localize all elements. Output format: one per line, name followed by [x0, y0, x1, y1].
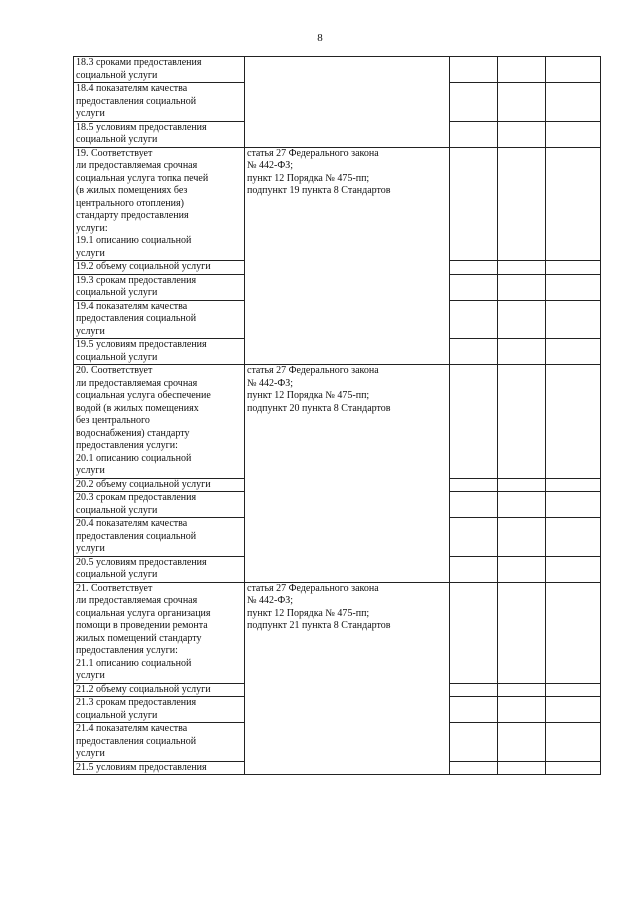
criterion-cell: 19.4 показателям качества предоставления социальной услуги	[74, 300, 245, 339]
empty-cell	[450, 121, 498, 147]
empty-cell	[450, 683, 498, 697]
table-row	[74, 57, 601, 83]
empty-cell	[450, 274, 498, 300]
legal-ref-cell	[245, 57, 450, 148]
empty-cell	[498, 492, 546, 518]
empty-cell	[546, 121, 601, 147]
empty-cell	[546, 300, 601, 339]
page-number: 8	[317, 32, 323, 44]
empty-cell	[498, 478, 546, 492]
empty-cell	[546, 683, 601, 697]
empty-cell	[498, 723, 546, 762]
legal-ref-cell: статья 27 Федерального закона № 442-ФЗ; пункт 12 Порядка № 475-пп; подпункт 20 пункта 8 Стандартов	[245, 365, 450, 583]
empty-cell	[450, 582, 498, 683]
legal-ref-cell: статья 27 Федерального закона № 442-ФЗ; пункт 12 Порядка № 475-пп; подпункт 21 пункта 8 Стандартов	[245, 582, 450, 775]
criterion-cell: 18.5 условиям предоставления социальной услуги	[74, 121, 245, 147]
empty-cell	[546, 518, 601, 557]
criterion-cell: 21.2 объему социальной услуги	[74, 683, 245, 697]
empty-cell	[498, 761, 546, 775]
compliance-table	[73, 56, 601, 775]
empty-cell	[546, 83, 601, 122]
criterion-cell: 19. Соответствует ли предоставляемая срочная социальная услуга топка печей (в жилых помещениях без центрального отопления) стандарту предоставления услуги: 19.1 описанию социальной услуги	[74, 147, 245, 261]
criterion-cell: 21.5 условиям предоставления	[74, 761, 245, 775]
empty-cell	[546, 492, 601, 518]
criterion-cell: 19.3 срокам предоставления социальной услуги	[74, 274, 245, 300]
criterion-cell: 19.5 условиям предоставления социальной услуги	[74, 339, 245, 365]
empty-cell	[498, 518, 546, 557]
empty-cell	[450, 492, 498, 518]
empty-cell	[450, 365, 498, 479]
empty-cell	[498, 339, 546, 365]
criterion-cell: 20.3 срокам предоставления социальной услуги	[74, 492, 245, 518]
empty-cell	[450, 478, 498, 492]
criterion-cell: 20.5 условиям предоставления социальной услуги	[74, 556, 245, 582]
criterion-cell: 21. Соответствует ли предоставляемая срочная социальная услуга организация помощи в проведении ремонта жилых помещений стандарту предоставления услуги: 21.1 описанию социальной услуги	[74, 582, 245, 683]
empty-cell	[546, 261, 601, 275]
empty-cell	[498, 556, 546, 582]
empty-cell	[450, 556, 498, 582]
empty-cell	[498, 274, 546, 300]
empty-cell	[546, 761, 601, 775]
criterion-cell: 20.2 объему социальной услуги	[74, 478, 245, 492]
empty-cell	[498, 147, 546, 261]
empty-cell	[546, 723, 601, 762]
empty-cell	[546, 365, 601, 479]
empty-cell	[498, 83, 546, 122]
criterion-cell: 20.4 показателям качества предоставления социальной услуги	[74, 518, 245, 557]
table-row	[74, 582, 601, 683]
criterion-cell: 21.4 показателям качества предоставления социальной услуги	[74, 723, 245, 762]
empty-cell	[546, 339, 601, 365]
empty-cell	[498, 365, 546, 479]
criterion-cell: 20. Соответствует ли предоставляемая срочная социальная услуга обеспечение водой (в жилых помещениях без центрального водоснабжения) стандарту предоставления услуги: 20.1 описанию социальной услуги	[74, 365, 245, 479]
empty-cell	[498, 261, 546, 275]
legal-ref-cell: статья 27 Федерального закона № 442-ФЗ; пункт 12 Порядка № 475-пп; подпункт 19 пункта 8 Стандартов	[245, 147, 450, 365]
empty-cell	[546, 556, 601, 582]
empty-cell	[450, 147, 498, 261]
empty-cell	[450, 697, 498, 723]
empty-cell	[450, 518, 498, 557]
empty-cell	[498, 582, 546, 683]
empty-cell	[498, 57, 546, 83]
empty-cell	[546, 274, 601, 300]
empty-cell	[450, 57, 498, 83]
empty-cell	[546, 147, 601, 261]
empty-cell	[498, 683, 546, 697]
empty-cell	[450, 261, 498, 275]
table-row	[74, 365, 601, 479]
criterion-cell: 19.2 объему социальной услуги	[74, 261, 245, 275]
empty-cell	[450, 83, 498, 122]
empty-cell	[546, 582, 601, 683]
empty-cell	[450, 723, 498, 762]
empty-cell	[546, 57, 601, 83]
empty-cell	[450, 339, 498, 365]
empty-cell	[498, 121, 546, 147]
empty-cell	[546, 478, 601, 492]
criterion-cell: 21.3 срокам предоставления социальной услуги	[74, 697, 245, 723]
table-row	[74, 147, 601, 261]
criterion-cell: 18.3 сроками предоставления социальной услуги	[74, 57, 245, 83]
criterion-cell: 18.4 показателям качества предоставления социальной услуги	[74, 83, 245, 122]
empty-cell	[498, 697, 546, 723]
legal-ref-cell	[450, 761, 498, 775]
empty-cell	[498, 300, 546, 339]
empty-cell	[546, 697, 601, 723]
empty-cell	[450, 300, 498, 339]
